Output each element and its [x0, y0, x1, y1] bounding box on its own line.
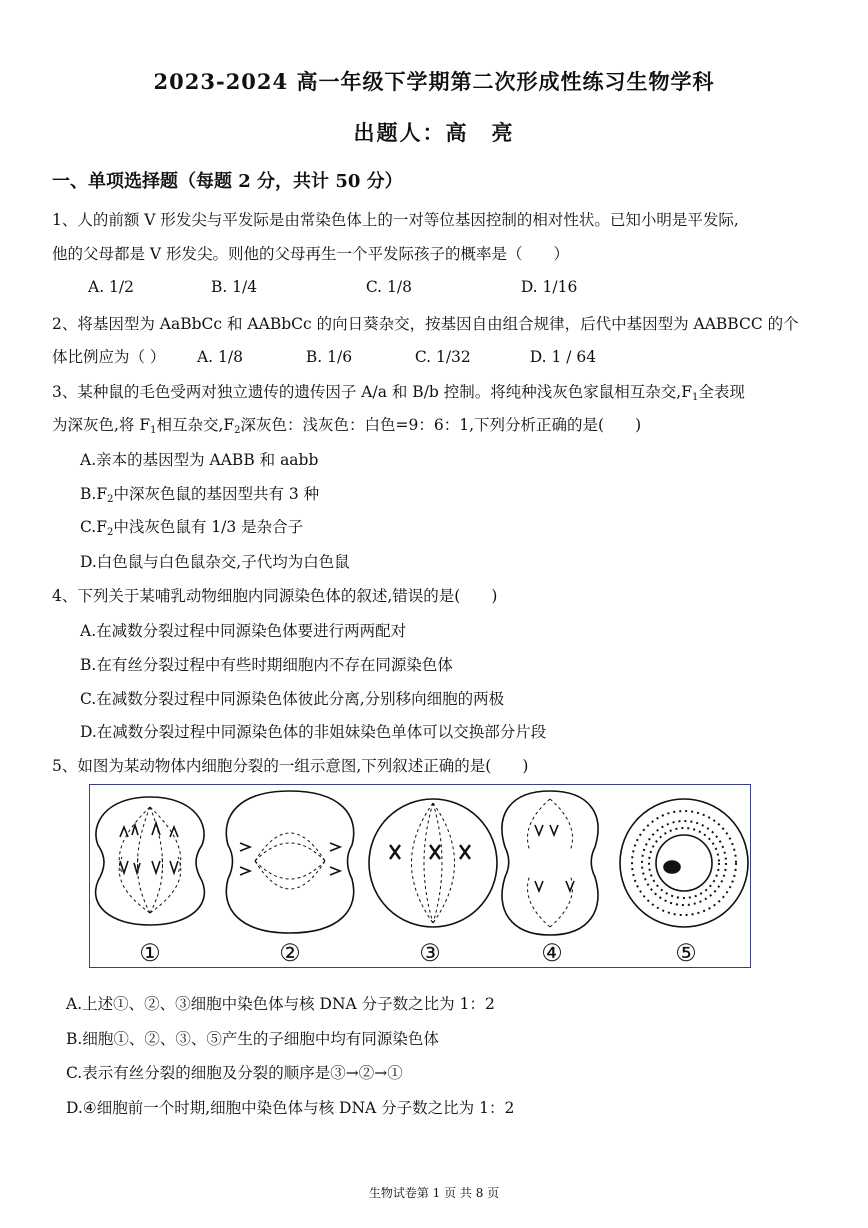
q3-line1-a: 3、某种鼠的毛色受两对独立遗传的遗传因子 A/a 和 B/b 控制。将纯种浅灰色家鼠相互杂交,F — [52, 383, 692, 401]
cell-5-chromatin — [632, 811, 736, 915]
section-heading: 一、单项选择题（每题 2 分，共计 50 分） — [52, 171, 403, 192]
q3-line2-a: 为深灰色,将 F — [52, 416, 151, 434]
q1-option-b[interactable]: B. 1/4 — [210, 278, 258, 296]
q2-stem-line2 — [52, 345, 596, 367]
figure-label-4: ④ — [541, 939, 563, 967]
q1-option-a[interactable]: A. 1/2 — [88, 278, 134, 296]
q1-options — [88, 278, 577, 296]
q1-stem-line1: 1、人的前额 V 形发尖与平发际是由常染色体上的一对等位基因控制的相对性状。已知小明是平发际, — [52, 211, 739, 229]
cell-1-chromosomes-bottom — [120, 861, 178, 873]
cell-2-outline — [226, 791, 353, 933]
figure-label-1: ① — [139, 939, 161, 967]
cell-4-outline — [502, 791, 598, 935]
q3-option-c[interactable] — [80, 515, 303, 538]
q2-option-b[interactable]: B. 1/6 — [305, 348, 353, 366]
q3-option-c-a: C.F — [80, 518, 107, 536]
q5-stem: 5、如图为某动物体内细胞分裂的一组示意图,下列叙述正确的是( ) — [52, 757, 529, 775]
q3-stem-line2 — [52, 413, 641, 436]
q3-option-a[interactable]: A.亲本的基因型为 AABB 和 aabb — [80, 451, 319, 469]
q5-option-b[interactable]: B.细胞①、②、③、⑤产生的子细胞中均有同源染色体 — [66, 1030, 439, 1048]
figure-label-2: ② — [279, 939, 301, 967]
figure-label-3: ③ — [419, 939, 441, 967]
exam-title: 2023-2024 高一年级下学期第二次形成性练习生物学科 — [153, 69, 715, 94]
q3-line2-sub2: 2 — [234, 425, 241, 436]
q1-stem-line2: 他的父母都是 V 形发尖。则他的父母再生一个平发际孩子的概率是（ ） — [52, 245, 570, 263]
q2-stem-line2-text: 体比例应为（ ） — [52, 348, 166, 366]
cell-5-nucleolus — [664, 861, 680, 873]
q3-option-b[interactable] — [80, 482, 319, 505]
cell-1-chromosomes-top — [120, 823, 178, 837]
q3-line1-b: 全表现 — [698, 383, 745, 401]
q4-stem: 4、下列关于某哺乳动物细胞内同源染色体的叙述,错误的是( ) — [52, 587, 498, 605]
q3-option-c-b: 中浅灰色鼠有 1/3 是杂合子 — [113, 518, 304, 536]
q3-option-c-sub: 2 — [107, 527, 114, 538]
q4-option-a[interactable]: A.在减数分裂过程中同源染色体要进行两两配对 — [80, 622, 407, 640]
cell-division-figure — [89, 784, 751, 968]
exam-author: 出题人：高 亮 — [353, 120, 515, 145]
q5-option-a[interactable]: A.上述①、②、③细胞中染色体与核 DNA 分子数之比为 1：2 — [66, 995, 495, 1013]
q5-option-c[interactable]: C.表示有丝分裂的细胞及分裂的顺序是③→②→① — [66, 1064, 403, 1082]
q1-option-d[interactable]: D. 1/16 — [520, 278, 578, 296]
q3-line1-sub: 1 — [691, 392, 699, 403]
cell-division-diagram — [90, 785, 750, 967]
q3-line2-sub1: 1 — [150, 425, 157, 436]
cell-3-chromosomes — [390, 845, 470, 859]
q2-option-c[interactable]: C. 1/32 — [414, 348, 471, 366]
cell-1-outline — [96, 797, 205, 925]
figure-label-5: ⑤ — [675, 939, 697, 967]
cell-3-outline — [369, 799, 497, 927]
cell-2-chromosomes — [240, 843, 340, 875]
q3-line2-b: 相互杂交,F — [156, 416, 235, 434]
page-footer: 生物试卷第 1 页 共 8 页 — [368, 1186, 500, 1200]
q4-option-d[interactable]: D.在减数分裂过程中同源染色体的非姐妹染色单体可以交换部分片段 — [80, 723, 547, 741]
q1-option-c[interactable]: C. 1/8 — [365, 278, 412, 296]
q3-option-b-sub: 2 — [107, 494, 114, 505]
q3-option-b-a: B.F — [80, 485, 108, 503]
q2-stem-line1: 2、将基因型为 AaBbCc 和 AABbCc 的向日葵杂交，按基因自由组合规律，后代中基因型为 AABBCC 的个 — [52, 315, 799, 333]
q5-option-d[interactable]: D.④细胞前一个时期,细胞中染色体与核 DNA 分子数之比为 1：2 — [66, 1099, 515, 1117]
cell-4-chromosomes — [535, 825, 574, 891]
q3-line2-c: 深灰色：浅灰色：白色=9：6：1,下列分析正确的是( ) — [240, 416, 642, 434]
cell-5-nucleus — [656, 835, 712, 891]
q4-option-b[interactable]: B.在有丝分裂过程中有些时期细胞内不存在同源染色体 — [80, 656, 453, 674]
q3-option-b-b: 中深灰色鼠的基因型共有 3 种 — [113, 485, 320, 503]
q2-option-a[interactable]: A. 1/8 — [196, 348, 243, 366]
cell-5-outline — [620, 799, 748, 927]
q3-stem-line1 — [52, 380, 745, 403]
q4-option-c[interactable]: C.在减数分裂过程中同源染色体彼此分离,分别移向细胞的两极 — [80, 690, 505, 708]
q2-option-d[interactable]: D. 1 / 64 — [529, 348, 597, 366]
q3-option-d[interactable]: D.白色鼠与白色鼠杂交,子代均为白色鼠 — [80, 553, 350, 571]
